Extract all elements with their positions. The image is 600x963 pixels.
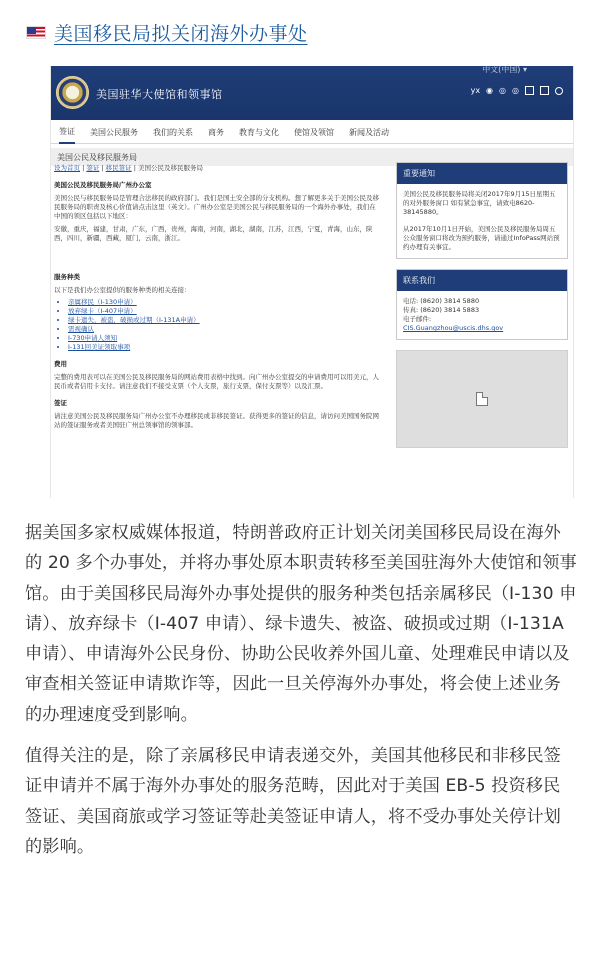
contact-box — [396, 269, 568, 340]
nav-item-embassy-consulates[interactable]: 使馆及领馆 — [294, 127, 334, 137]
notice-text-1: 美国公民及移民服务局将关闭2017年9月15日星期五的对外服务窗口 如有紧急事宜，请致电8620-38145880。 — [403, 190, 556, 216]
wechat-icon[interactable]: ◎ — [512, 86, 519, 95]
notice-heading: 重要通知 — [397, 163, 567, 184]
weibo-icon[interactable]: ◉ — [486, 86, 494, 95]
nav-item-visa[interactable]: 签证 — [59, 120, 75, 144]
visa-text: 请注意美国公民及移民服务局广州办公室不办理移民或非移民签证。获得更多的签证的信息，请访问美国国务院网站的签证服务或者美国驻广州总领事馆的领事部。 — [54, 412, 379, 429]
article-paragraph-1: 据美国多家权威媒体报道，特朗普政府正计划关闭美国移民局设在海外的 20 多个办事处，并将办事处原本职责转移至美国驻海外大使馆和领事馆。由于美国移民局海外办事处提供的服务种类包括亲属移民（I-130 申请）、放弃绿卡（I-407 申请）、绿卡遗失、被盗、破损或过期（I-131A 申请）、申请海外公民身份、协助公民收养外国儿童、处理难民申请以及审查相关签证申请欺诈等，因此一旦关停海外办事处，将会使上述业务的办理速度受到影响。 — [25, 523, 577, 725]
headline-title[interactable]: 美国移民局拟关闭海外办事处 — [54, 22, 308, 45]
service-link[interactable]: • 绿卡遗失，被盗，破损或过期（I-131A申请） — [68, 316, 379, 325]
contact-email-link[interactable]: CIS.Guangzhou@uscis.dhs.gov — [403, 324, 504, 332]
contact-heading: 联系我们 — [397, 270, 567, 291]
embedded-embassy-screenshot — [50, 66, 574, 498]
nav-item-news-events[interactable]: 新闻及活动 — [349, 127, 389, 137]
share-icon[interactable]: ◎ — [499, 86, 507, 95]
regions-list: 安徽，重庆，福建，甘肃，广东，广西，贵州，海南，河南，湖北，湖南，江苏，江西，宁夏，青海，山东，陕西，四川，新疆，西藏，厦门，云南，浙江。 — [54, 225, 373, 242]
header-utilities — [471, 86, 563, 95]
main-column — [54, 162, 379, 430]
breadcrumb-immigration[interactable]: 移民签证 — [105, 164, 132, 172]
sidebar — [396, 162, 568, 448]
contact-fax: 传真: (8620) 3814 5883 — [403, 306, 480, 314]
site-header — [51, 66, 573, 120]
service-link[interactable]: • 亲属移民（I-130申请） — [68, 298, 379, 307]
nav-item-business[interactable]: 商务 — [208, 127, 224, 137]
image-placeholder — [396, 350, 568, 448]
breadcrumb-current: 美国公民及移民服务局 — [137, 164, 203, 172]
embassy-seal-icon — [56, 76, 89, 109]
main-nav — [51, 120, 573, 144]
contact-phone: 电话: (8620) 3814 5880 — [403, 297, 480, 305]
service-link[interactable]: • 放弃绿卡（I-407申请） — [68, 307, 379, 316]
services-list — [68, 298, 379, 352]
nav-item-citizen-services[interactable]: 美国公民服务 — [90, 127, 138, 137]
breadcrumb: 设为首页 | 签证 | 移民签证 | 美国公民及移民服务局 — [54, 164, 203, 172]
page-title-bar: 美国公民及移民服务局 — [51, 148, 573, 166]
nav-item-education-culture[interactable]: 教育与文化 — [239, 127, 279, 137]
rss-icon[interactable] — [525, 86, 534, 95]
search-icon[interactable] — [555, 87, 563, 95]
service-link[interactable]: • I-131回美证领取事项 — [68, 343, 379, 352]
page-content — [51, 162, 574, 498]
us-flag-icon — [26, 26, 46, 39]
article-headline — [26, 14, 586, 50]
service-link[interactable]: • 需视确认 — [68, 325, 379, 334]
fees-title: 费用 — [54, 360, 67, 368]
intro-paragraph: 美国公民与移民服务局是管理合法移民的政府部门。我们是国土安全部的分支机构。想了解更多关于美国公民及移民服务局的职责及核心价值请点击这里（英文）。广州办公室是美国公民与移民服务局的一个海外办事处，我们在中国的领区包括以下地区： — [54, 194, 379, 220]
broken-image-icon — [476, 392, 488, 406]
office-title: 美国公民及移民服务局广州办公室 — [54, 181, 152, 189]
services-intro: 以下是我们办公室提供的服务种类的相关连接： — [54, 286, 191, 294]
nav-item-relations[interactable]: 我们的关系 — [153, 127, 193, 137]
service-link[interactable]: • I-730申请人须知 — [68, 334, 379, 343]
youku-icon[interactable]: yx — [470, 86, 481, 95]
contact-email-label: 电子邮件: — [403, 315, 432, 323]
contact-body — [397, 291, 567, 339]
site-title[interactable]: 美国驻华大使馆和领事馆 — [96, 88, 223, 101]
email-icon[interactable] — [540, 86, 549, 95]
visa-title: 签证 — [54, 399, 67, 407]
breadcrumb-home[interactable]: 设为首页 — [54, 164, 80, 172]
fees-text: 完整的费用表可以在美国公民及移民服务局的网站费用表格中找到。向广州办公室提交的申请费用可以用美元，人民币或者信用卡支付。请注意我们不接受支票（个人支票，旅行支票，保付支票等）以及汇票。 — [54, 373, 379, 390]
notice-body — [397, 184, 567, 258]
language-selector[interactable]: 中文(中国) ▾ — [482, 66, 527, 74]
services-title: 服务种类 — [54, 273, 80, 281]
notice-text-2: 从2017年10月1日开始，美国公民及移民服务局周五公众服务窗口将改为预约服务，请通过InfoPass网站预约办理有关事宜。 — [403, 225, 560, 251]
notice-box — [396, 162, 568, 259]
article-paragraph-2: 值得关注的是，除了亲属移民申请表递交外，美国其他移民和非移民签证申请并不属于海外办事处的服务范畴，因此对于美国 EB-5 投资移民签证、美国商旅或学习签证等赴美签证申请人，将不受办事处关停计划的影响。 — [25, 746, 561, 857]
breadcrumb-visa[interactable]: 签证 — [86, 164, 100, 172]
article-body — [25, 518, 577, 873]
